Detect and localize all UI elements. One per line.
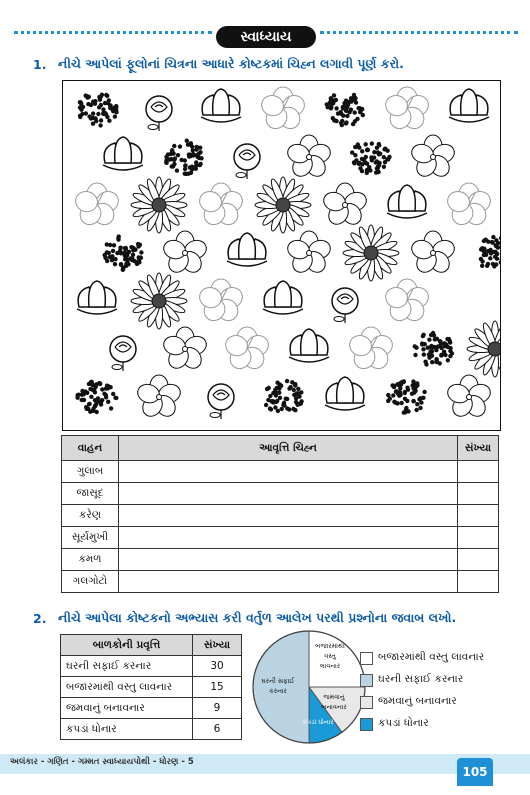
marigold-flower-icon <box>264 379 304 413</box>
lotus-flower-icon <box>201 89 241 122</box>
rose-flower-icon <box>110 336 136 371</box>
question-1-text: નીચે આપેલાં ફૂલોનાં ચિત્રના આધારે કોષ્ટકમાં ચિહ્ન લગાવી પૂર્ણ કરો. <box>58 56 404 71</box>
hibiscus-flower-icon <box>347 327 395 373</box>
activity-name: જમવાનું બનાવનાર <box>61 698 193 719</box>
periwinkle-flower-icon <box>161 231 208 276</box>
legend-label: જમવાનું બનાવનાર <box>378 695 457 707</box>
activity-row <box>61 677 242 698</box>
flower-picture-box <box>62 80 501 431</box>
periwinkle-flower-icon <box>161 327 208 372</box>
pie-chart <box>250 628 368 746</box>
lotus-flower-icon <box>325 377 365 410</box>
activity-name: ઘરની સફાઈ કરનાર <box>61 656 193 677</box>
periwinkle-flower-icon <box>285 231 332 276</box>
hibiscus-flower-icon <box>197 279 245 325</box>
tally-marks-cell[interactable] <box>119 549 458 571</box>
pie-slice-label: બજારમાંથી વસ્તુ લાવનાર <box>315 642 345 670</box>
hibiscus-flower-icon <box>383 87 431 133</box>
tally-row <box>62 483 499 505</box>
lotus-flower-icon <box>387 185 427 218</box>
header-dots-right <box>320 31 518 34</box>
marigold-flower-icon <box>386 379 427 415</box>
activity-row <box>61 656 242 677</box>
legend-swatch <box>360 674 373 687</box>
tally-flower-name: સૂર્યમુખી <box>62 527 119 549</box>
marigold-flower-icon <box>164 139 204 177</box>
hibiscus-flower-icon <box>197 183 245 229</box>
marigold-flower-icon <box>350 141 392 175</box>
legend-swatch <box>360 652 373 665</box>
periwinkle-flower-icon <box>409 231 456 276</box>
question-2-text: નીચે આપેલા કોષ્ટકનો અભ્યાસ કરી વર્તુળ આલેખ પરથી પ્રશ્નોના જવાબ લખો. <box>58 610 457 625</box>
tally-flower-name: ગુલાબ <box>62 461 119 483</box>
marigold-flower-icon <box>479 235 500 269</box>
legend-item <box>378 717 429 730</box>
marigold-flower-icon <box>413 331 455 367</box>
lotus-flower-icon <box>103 137 143 170</box>
tally-header-count: સંખ્યા <box>458 436 499 461</box>
sunflower-flower-icon <box>255 177 311 233</box>
sunflower-flower-icon <box>467 321 500 377</box>
pie-slice-label: જમવાનું બનાવનાર <box>321 693 347 711</box>
legend-item <box>378 673 463 686</box>
periwinkle-flower-icon <box>445 375 492 420</box>
legend-swatch <box>360 718 373 731</box>
sunflower-flower-icon <box>131 177 187 233</box>
legend-item <box>378 651 484 664</box>
lotus-flower-icon <box>227 233 267 266</box>
tally-marks-cell[interactable] <box>119 505 458 527</box>
periwinkle-flower-icon <box>321 183 368 228</box>
tally-marks-cell[interactable] <box>119 571 458 593</box>
pie-slice-label: ઘરની સફાઈ કરનાર <box>261 677 295 695</box>
hibiscus-flower-icon <box>383 279 431 325</box>
tally-count-cell[interactable] <box>458 461 499 483</box>
marigold-flower-icon <box>325 93 365 128</box>
question-2-number: 2. <box>33 611 47 626</box>
footer-text: અલંકાર - ગણિત - ગમ્મત સ્વાધ્યાયપોથી - ધોરણ - 5 <box>10 757 194 767</box>
lotus-flower-icon <box>263 281 303 314</box>
marigold-flower-icon <box>75 380 118 415</box>
hibiscus-flower-icon <box>73 183 121 229</box>
pie-slice-label: કપડાં ધોનાર <box>302 718 334 726</box>
lotus-flower-icon <box>289 329 329 362</box>
tally-count-cell[interactable] <box>458 527 499 549</box>
marigold-flower-icon <box>103 234 144 272</box>
lotus-flower-icon <box>77 281 117 314</box>
legend-label: બજારમાંથી વસ્તુ લાવનાર <box>378 651 485 663</box>
tally-marks-cell[interactable] <box>119 527 458 549</box>
periwinkle-flower-icon <box>285 135 332 180</box>
page-number: 105 <box>457 758 493 786</box>
tally-row <box>62 461 499 483</box>
periwinkle-flower-icon <box>409 135 456 180</box>
tally-count-cell[interactable] <box>458 505 499 527</box>
tally-row <box>62 505 499 527</box>
question-1-number: 1. <box>33 57 47 72</box>
tally-row <box>62 527 499 549</box>
activity-name: કપડાં ધોનાર <box>61 719 193 740</box>
rose-flower-icon <box>332 288 358 323</box>
tally-table <box>61 435 499 593</box>
tally-header-row <box>62 436 499 461</box>
sunflower-flower-icon <box>131 273 187 329</box>
tally-count-cell[interactable] <box>458 483 499 505</box>
section-title: સ્વાધ્યાય <box>216 26 316 48</box>
rose-flower-icon <box>146 96 172 131</box>
rose-flower-icon <box>208 384 234 419</box>
activity-header-name: બાળકોની પ્રવૃત્તિ <box>61 635 193 656</box>
tally-flower-name: કમળ <box>62 549 119 571</box>
tally-header-marks: આવૃત્તિ ચિહ્ન <box>119 436 458 461</box>
legend-label: કપડાં ધોનાર <box>378 717 429 729</box>
lotus-flower-icon <box>449 89 489 122</box>
header-dots-left <box>14 31 212 34</box>
activity-row <box>61 698 242 719</box>
activity-table <box>60 634 242 740</box>
activity-name: બજારમાંથી વસ્તુ લાવનાર <box>61 677 193 698</box>
legend-item <box>378 695 457 708</box>
tally-count-cell[interactable] <box>458 549 499 571</box>
tally-row <box>62 549 499 571</box>
legend-label: ઘરની સફાઈ કરનાર <box>378 673 464 685</box>
tally-flower-name: ગલગોટો <box>62 571 119 593</box>
activity-count: 30 <box>193 656 242 677</box>
hibiscus-flower-icon <box>259 87 307 133</box>
activity-row <box>61 719 242 740</box>
tally-row <box>62 571 499 593</box>
pie-slice <box>309 631 365 687</box>
legend-swatch <box>360 696 373 709</box>
tally-marks-cell[interactable] <box>119 461 458 483</box>
hibiscus-flower-icon <box>223 327 271 373</box>
activity-header-row <box>61 635 242 656</box>
periwinkle-flower-icon <box>135 375 182 420</box>
tally-header-flower: વાહન <box>62 436 119 461</box>
tally-flower-name: જાસૂદ <box>62 483 119 505</box>
tally-count-cell[interactable] <box>458 571 499 593</box>
tally-flower-name: કરેણ <box>62 505 119 527</box>
rose-flower-icon <box>234 144 260 179</box>
flower-illustration <box>63 81 500 430</box>
activity-count: 15 <box>193 677 242 698</box>
sunflower-flower-icon <box>343 225 399 281</box>
marigold-flower-icon <box>78 93 119 128</box>
hibiscus-flower-icon <box>445 183 493 229</box>
activity-header-count: સંખ્યા <box>193 635 242 656</box>
activity-count: 9 <box>193 698 242 719</box>
tally-marks-cell[interactable] <box>119 483 458 505</box>
activity-count: 6 <box>193 719 242 740</box>
